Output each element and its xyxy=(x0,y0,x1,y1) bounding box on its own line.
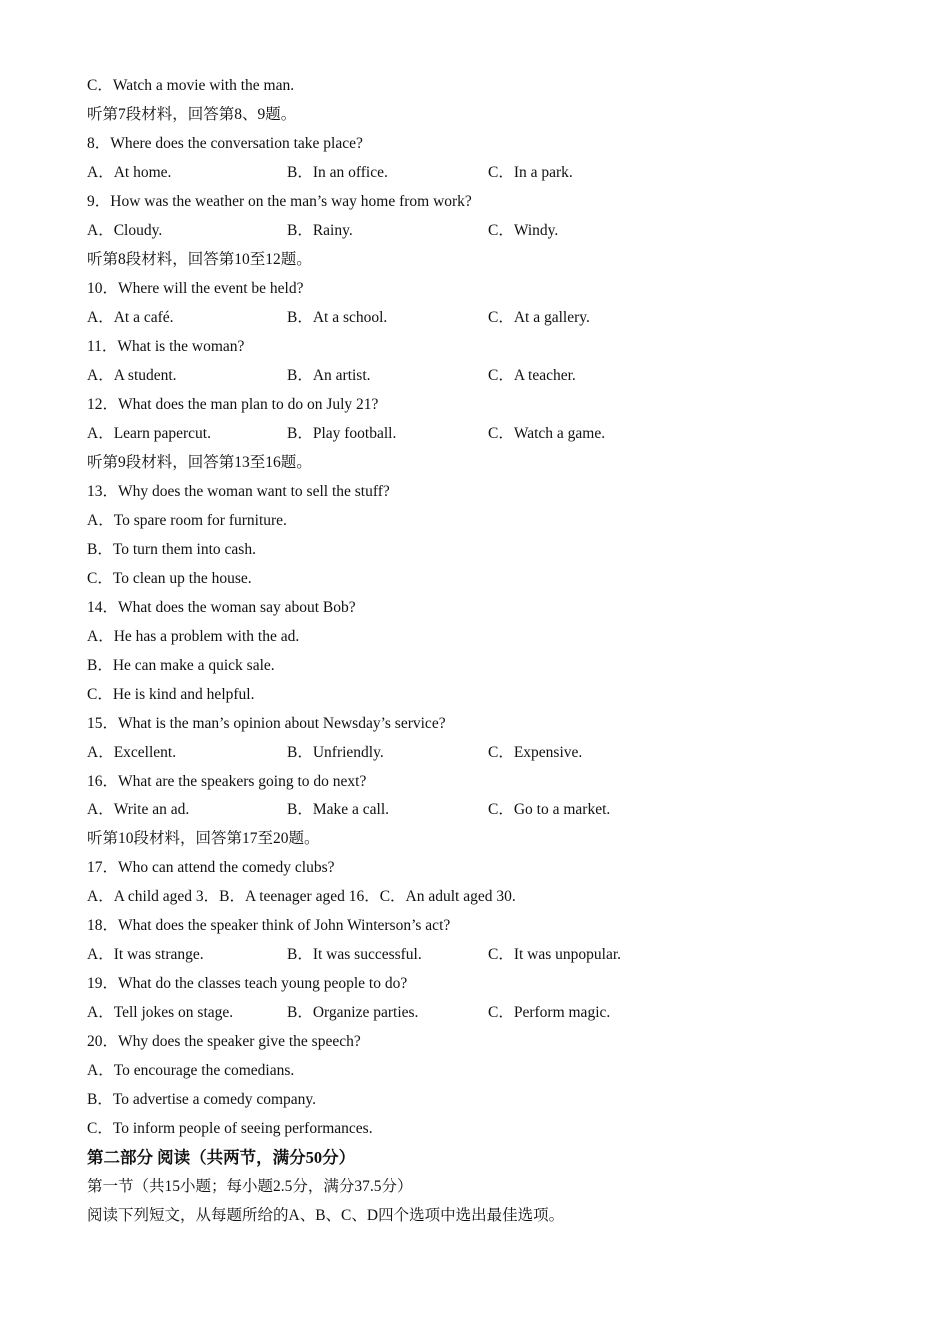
option-c: C．Expensive. xyxy=(488,744,583,761)
option-a: A．Write an ad. xyxy=(87,801,190,818)
option-line: C．To clean up the house. xyxy=(87,570,252,587)
option-c: C．Watch a game. xyxy=(488,425,606,442)
option-a: A．A student. xyxy=(87,367,177,384)
options-row-19 xyxy=(87,998,907,1027)
option-line: C．To inform people of seeing performances. xyxy=(87,1120,373,1137)
option-line: A．To encourage the comedians. xyxy=(87,1062,295,1079)
options-row-12 xyxy=(87,419,907,448)
options-row-9 xyxy=(87,216,907,245)
option-a: A．It was strange. xyxy=(87,946,204,963)
option-a: A．Cloudy. xyxy=(87,222,163,239)
question-10: 10．Where will the event be held? xyxy=(87,280,304,297)
question-8: 8．Where does the conversation take place? xyxy=(87,135,363,152)
option-c: C．Go to a market. xyxy=(488,801,611,818)
option-b: B．Make a call. xyxy=(287,801,390,818)
question-16: 16．What are the speakers going to do next? xyxy=(87,773,367,790)
section-instruction: 听第9段材料，回答第13至16题。 xyxy=(87,454,312,471)
options-row-15 xyxy=(87,738,907,767)
option-a: A．At a café. xyxy=(87,309,174,326)
option-a: A．At home. xyxy=(87,164,172,181)
option-line: B．He can make a quick sale. xyxy=(87,657,275,674)
section-instruction: 听第7段材料，回答第8、9题。 xyxy=(87,106,297,123)
question-9: 9．How was the weather on the man’s way home from work? xyxy=(87,193,472,210)
options-row-18 xyxy=(87,940,907,969)
option-c: C．It was unpopular. xyxy=(488,946,622,963)
option-b: B．Unfriendly. xyxy=(287,744,384,761)
option-b: B．Organize parties. xyxy=(287,1004,419,1021)
section-instruction: 听第8段材料，回答第10至12题。 xyxy=(87,251,312,268)
option-c: C．At a gallery. xyxy=(488,309,590,326)
question-19: 19．What do the classes teach young people to do? xyxy=(87,975,408,992)
options-row-10 xyxy=(87,303,907,332)
option-a: A．Tell jokes on stage. xyxy=(87,1004,234,1021)
option-line: B．To turn them into cash. xyxy=(87,541,256,558)
question-13: 13．Why does the woman want to sell the stuff? xyxy=(87,483,390,500)
option-line: C．Watch a movie with the man. xyxy=(87,77,295,94)
option-b: B．At a school. xyxy=(287,309,388,326)
option-c: C．A teacher. xyxy=(488,367,576,384)
option-b: B．An artist. xyxy=(287,367,371,384)
question-17: 17．Who can attend the comedy clubs? xyxy=(87,859,335,876)
option-line: A．To spare room for furniture. xyxy=(87,512,287,529)
option-line: B．To advertise a comedy company. xyxy=(87,1091,317,1108)
question-15: 15．What is the man’s opinion about Newsday’s service? xyxy=(87,715,446,732)
option-c: C．Perform magic. xyxy=(488,1004,611,1021)
question-18: 18．What does the speaker think of John Winterson’s act? xyxy=(87,917,451,934)
question-20: 20．Why does the speaker give the speech? xyxy=(87,1033,361,1050)
option-line: A．He has a problem with the ad. xyxy=(87,628,300,645)
section-subheading: 第一节（共15小题；每小题2.5分，满分37.5分） xyxy=(87,1178,413,1195)
option-line: A．A child aged 3．B．A teenager aged 16．C．An adult aged 30. xyxy=(87,888,516,905)
option-line: C．He is kind and helpful. xyxy=(87,686,255,703)
option-b: B．Rainy. xyxy=(287,222,353,239)
option-c: C．In a park. xyxy=(488,164,573,181)
question-11: 11．What is the woman? xyxy=(87,338,245,355)
option-a: A．Excellent. xyxy=(87,744,177,761)
option-b: B．Play football. xyxy=(287,425,397,442)
section-instruction: 听第10段材料，回答第17至20题。 xyxy=(87,830,320,847)
part-heading: 第二部分 阅读（共两节，满分50分） xyxy=(87,1148,356,1167)
option-b: B．It was successful. xyxy=(287,946,422,963)
option-b: B．In an office. xyxy=(287,164,388,181)
option-c: C．Windy. xyxy=(488,222,559,239)
options-row-16 xyxy=(87,795,907,824)
options-row-8 xyxy=(87,158,907,187)
options-row-11 xyxy=(87,361,907,390)
question-12: 12．What does the man plan to do on July 21? xyxy=(87,396,379,413)
option-a: A．Learn papercut. xyxy=(87,425,211,442)
reading-instruction: 阅读下列短文，从每题所给的A、B、C、D四个选项中选出最佳选项。 xyxy=(87,1207,565,1224)
question-14: 14．What does the woman say about Bob? xyxy=(87,599,356,616)
